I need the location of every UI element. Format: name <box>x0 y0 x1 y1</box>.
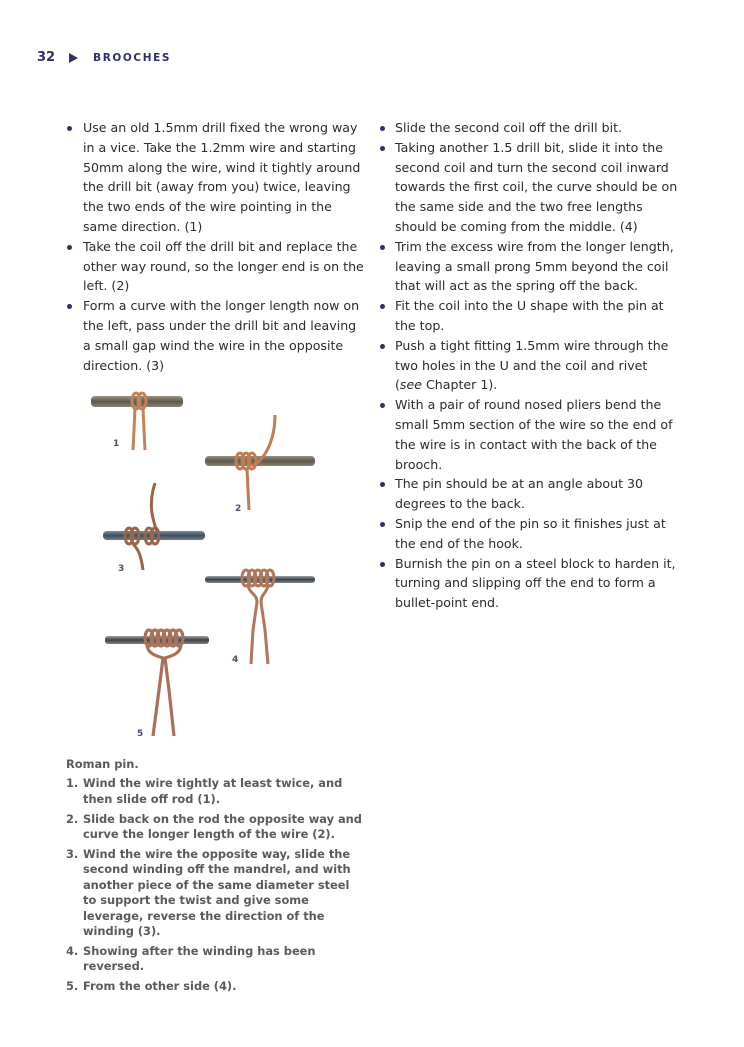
caption-step <box>66 979 366 994</box>
figure-2 <box>205 415 315 514</box>
list-item: The pin should be at an angle about 30 degrees to the back. <box>378 474 678 514</box>
caption-step <box>66 944 366 975</box>
figure-label: 4 <box>232 655 239 665</box>
caption-title: Roman pin. <box>66 757 139 771</box>
copper-coil <box>125 483 159 570</box>
step-number: 2. <box>66 811 79 826</box>
list-item: Form a curve with the longer length now on the left, pass under the drill bit and leaving a small gap wind the wire in the opposite direction. (3) <box>65 296 365 375</box>
caption-step <box>66 847 366 939</box>
list-item: Snip the end of the pin so it finishes just at the end of the hook. <box>378 514 678 554</box>
item-text: Push a tight fitting 1.5mm wire through the two holes in the U and the coil and rivet ( <box>395 337 669 393</box>
figure-3 <box>103 483 205 574</box>
figure-1 <box>91 393 183 450</box>
step-text: From the other side (4). <box>83 979 237 994</box>
figure-4 <box>205 570 315 665</box>
step-text: Wind the wire tightly at least twice, and then slide off rod (1). <box>83 776 343 806</box>
step-number: 1. <box>66 776 79 791</box>
instruction-list-right <box>378 118 678 613</box>
figure-label: 3 <box>118 564 125 574</box>
right-column <box>378 118 678 613</box>
copper-coil <box>242 570 274 664</box>
triangle-right-icon <box>69 53 78 63</box>
caption-step <box>66 812 366 843</box>
list-item: Burnish the pin on a steel block to harden it, turning and slipping off the end to form a bullet-point end. <box>378 554 678 613</box>
step-text: Showing after the winding has been reversed. <box>83 943 316 974</box>
cross-reference: see <box>399 377 422 393</box>
list-item: With a pair of round nosed pliers bend the small 5mm section of the wire so the end of the wire is in contact with the back of the brooch. <box>378 395 678 474</box>
item-text: Chapter 1). <box>421 377 498 393</box>
section-title: BROOCHES <box>93 51 172 64</box>
figure-label: 5 <box>137 729 144 739</box>
list-item: Trim the excess wire from the longer length, leaving a small prong 5mm beyond the coil that will act as the spring off the back. <box>378 237 678 296</box>
list-item: Slide the second coil off the drill bit. <box>378 118 678 138</box>
step-text: Wind the wire the opposite way, slide the second winding off the mandrel, and with another piece of the same diameter steel to support the twist and give some leverage, reverse the direction of the winding (3). <box>83 847 351 939</box>
running-header <box>37 50 171 65</box>
copper-coil <box>145 630 183 736</box>
list-item: Taking another 1.5 drill bit, slide it into the second coil and turn the second coil inward towards the first coil, the curve should be on the same side and the two free lengths should be coming from the middle. (4) <box>378 138 678 237</box>
left-column <box>65 118 365 375</box>
step-text: Slide back on the rod the opposite way and curve the longer length of the wire (2). <box>83 811 362 842</box>
roman-pin-illustration <box>85 380 335 750</box>
figure-5 <box>105 630 209 739</box>
step-number: 5. <box>66 979 79 994</box>
step-number: 3. <box>66 847 79 862</box>
list-item: Use an old 1.5mm drill fixed the wrong way in a vice. Take the 1.2mm wire and starting 50mm along the wire, wind it tightly around the drill bit (away from you) twice, leaving the two ends of the wire pointing in the same direction. (1) <box>65 118 365 237</box>
figure-label: 1 <box>113 439 120 449</box>
instruction-list-left <box>65 118 365 375</box>
list-item: Fit the coil into the U shape with the pin at the top. <box>378 296 678 336</box>
caption-step <box>66 776 366 807</box>
figure-label: 2 <box>235 504 242 514</box>
step-number: 4. <box>66 943 79 958</box>
caption-steps <box>66 776 366 994</box>
figure-caption <box>66 757 366 999</box>
list-item <box>378 336 678 395</box>
page-number: 32 <box>37 50 56 65</box>
list-item: Take the coil off the drill bit and replace the other way round, so the longer end is on the left. (2) <box>65 237 365 296</box>
